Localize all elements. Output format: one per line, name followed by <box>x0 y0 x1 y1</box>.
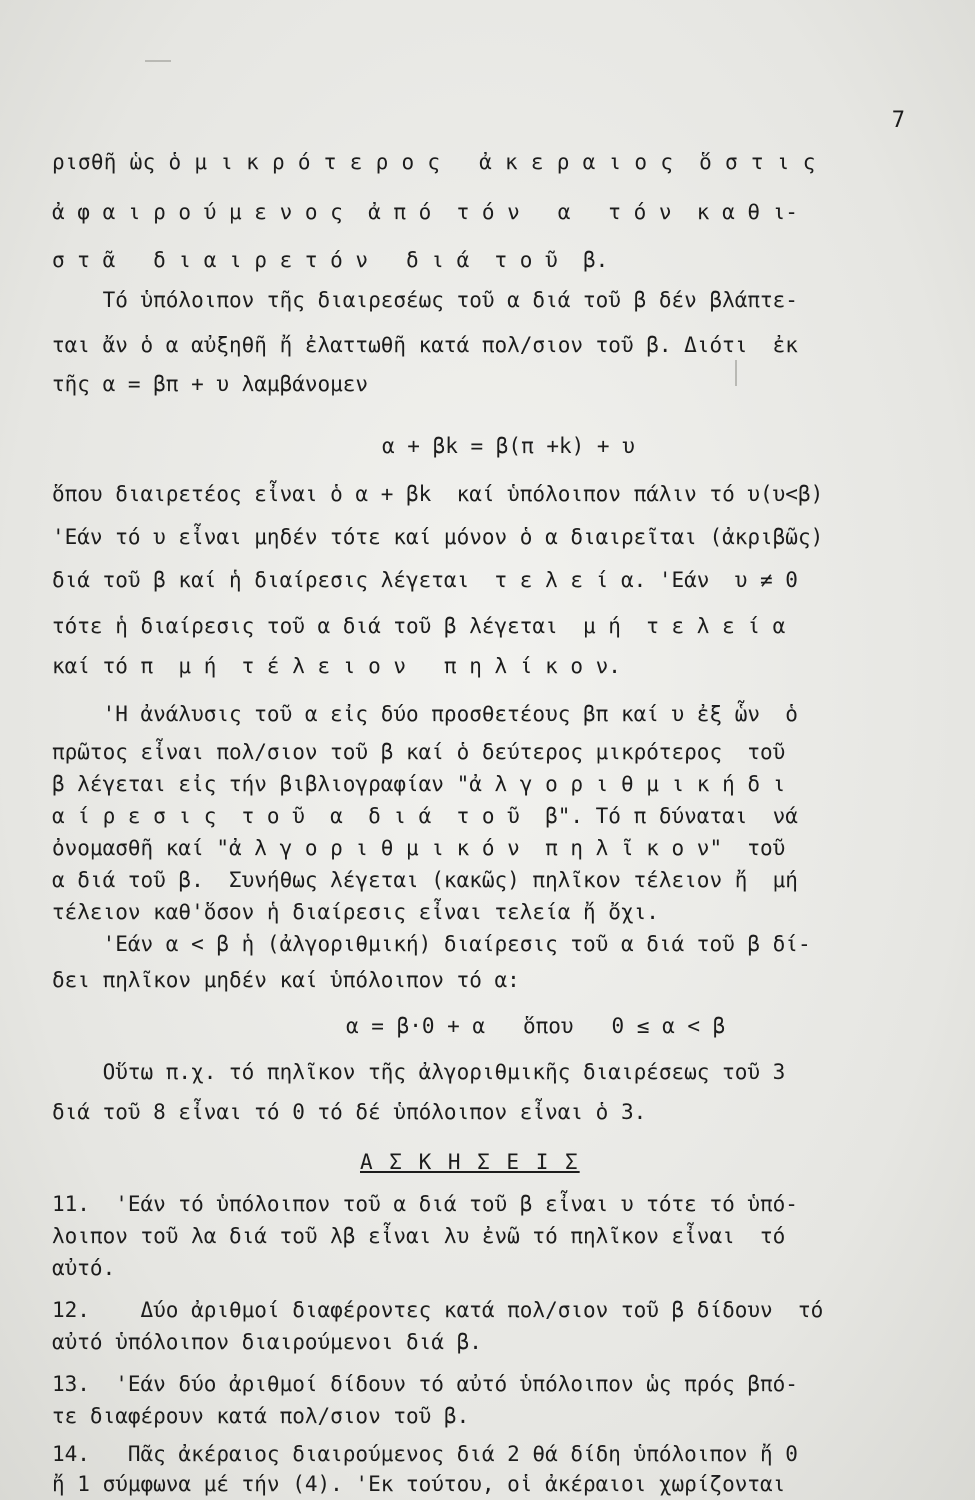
text-line-14: β λέγεται εἰς τήν βιβλιογραφίαν "ἀ λ γ ο ρ ι θ μ ι κ ή δ ι <box>52 772 786 796</box>
exercise-11-line-3: αὐτό. <box>52 1256 116 1280</box>
exercise-14-line-1: 14. Πᾶς ἀκέραιος διαιρούμενος διά 2 θά δίδη ὑπόλοιπον ἤ 0 <box>52 1442 798 1466</box>
text-line-4: Τό ὑπόλοιπον τῆς διαιρεσέως τοῦ α διά τοῦ β δέν βλάπτε- <box>52 288 798 312</box>
text-line-15: α ί ρ ε σ ι ς τ ο ῦ α δ ι ά τ ο ῦ β". Τό π δύναται νά <box>52 804 798 828</box>
text-line-3: σ τ ᾶ δ ι α ι ρ ε τ ό ν δ ι ά τ ο ῦ β. <box>52 248 609 272</box>
scan-mark <box>735 360 737 386</box>
text-line-13: πρῶτος εἶναι πολ/σιον τοῦ β καί ὁ δεύτερος μικρότερος τοῦ <box>52 740 786 764</box>
text-line-2: ἀ φ α ι ρ ο ύ μ ε ν ο ς ἀ π ό τ ό ν α τ ό ν κ α θ ι- <box>52 200 798 224</box>
text-line-6: τῆς α = βπ + υ λαμβάνομεν <box>52 372 369 396</box>
text-line-16: ὀνομασθῆ καί "ἀ λ γ ο ρ ι θ μ ι κ ό ν π η λ ῖ κ ο ν" τοῦ <box>52 836 786 860</box>
text-line-21: Οὕτω π.χ. τό πηλῖκον τῆς ἀλγοριθμικῆς διαιρέσεως τοῦ 3 <box>52 1060 786 1084</box>
text-line-18: τέλειον καθ'ὅσον ἡ διαίρεσις εἶναι τελεία ἤ ὄχι. <box>52 900 659 924</box>
text-line-5: ται ἄν ὁ α αὐξηθῆ ἤ ἐλαττωθῆ κατά πολ/σιον τοῦ β. Διότι ἐκ <box>52 333 798 357</box>
exercise-13-line-2: τε διαφέρουν κατά πολ/σιον τοῦ β. <box>52 1404 470 1428</box>
formula-2: α = β·0 + α ὅπου 0 ≤ α < β <box>346 1014 726 1038</box>
text-line-1: ρισθῆ ὡς ὁ μ ι κ ρ ό τ ε ρ ο ς ἀ κ ε ρ α ι ο ς ὅ σ τ ι ς <box>52 150 816 174</box>
exercise-11-line-1: 11. 'Εάν τό ὑπόλοιπον τοῦ α διά τοῦ β εἶναι υ τότε τό ὑπό- <box>52 1192 798 1216</box>
formula-1: α + βk = β(π +k) + υ <box>382 434 635 458</box>
text-line-22: διά τοῦ 8 εἶναι τό 0 τό δέ ὑπόλοιπον εἶναι ὁ 3. <box>52 1100 647 1124</box>
text-line-20: δει πηλῖκον μηδέν καί ὑπόλοιπον τό α: <box>52 968 520 992</box>
text-line-19: 'Εάν α < β ἡ (ἀλγοριθμική) διαίρεσις τοῦ α διά τοῦ β δί- <box>52 932 811 956</box>
text-line-8: 'Εάν τό υ εἶναι μηδέν τότε καί μόνον ὁ α διαιρεῖται (ἀκριβῶς) <box>52 525 824 549</box>
exercise-12-line-2: αὐτό ὑπόλοιπον διαιρούμενοι διά β. <box>52 1330 482 1354</box>
exercise-14-line-2: ἤ 1 σύμφωνα μέ τήν (4). 'Εκ τούτου, οἱ ἀκέραιοι χωρίζονται <box>52 1472 786 1496</box>
section-heading-exercises: Α Σ Κ Η Σ Ε Ι Σ <box>360 1150 580 1174</box>
text-line-17: α διά τοῦ β. Συνήθως λέγεται (κακῶς) πηλῖκον τέλειον ἤ μή <box>52 868 798 892</box>
exercise-13-line-1: 13. 'Εάν δύο ἀριθμοί δίδουν τό αὐτό ὑπόλοιπον ὡς πρός βπό- <box>52 1372 798 1396</box>
exercise-12-line-1: 12. Δύο ἀριθμοί διαφέροντες κατά πολ/σιον τοῦ β δίδουν τό <box>52 1298 824 1322</box>
text-line-7: ὅπου διαιρετέος εἶναι ὁ α + βk καί ὑπόλοιπον πάλιν τό υ(υ<β) <box>52 482 824 506</box>
text-line-12: 'Η ἀνάλυσις τοῦ α εἰς δύο προσθετέους βπ καί υ ἐξ ὧν ὁ <box>52 702 798 726</box>
scan-mark <box>145 60 171 62</box>
text-line-11: καί τό π μ ή τ έ λ ε ι ο ν π η λ ί κ ο ν. <box>52 654 621 678</box>
exercise-11-line-2: λοιπον τοῦ λα διά τοῦ λβ εἶναι λυ ἐνῶ τό πηλῖκον εἶναι τό <box>52 1224 786 1248</box>
text-line-10: τότε ἡ διαίρεσις τοῦ α διά τοῦ β λέγεται μ ή τ ε λ ε ί α <box>52 614 786 638</box>
text-line-9: διά τοῦ β καί ἡ διαίρεσις λέγεται τ ε λ ε ί α. 'Εάν υ ≠ 0 <box>52 568 798 592</box>
page-number: 7 <box>891 108 905 133</box>
